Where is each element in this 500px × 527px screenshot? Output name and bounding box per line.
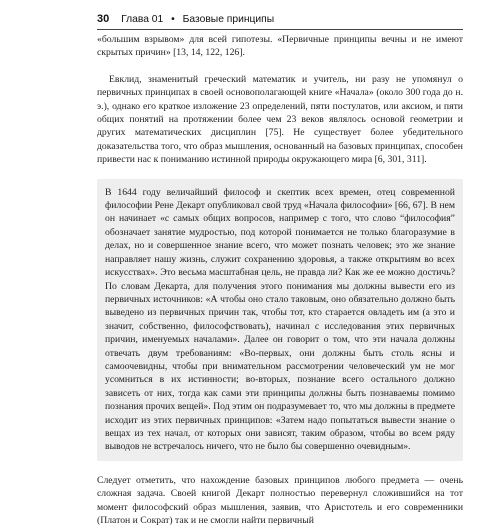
page-number: 30 bbox=[97, 13, 110, 25]
paragraph-descartes: В 1644 году величайший философ и скептик всех времен, отец современной философии Рене Декарт опубликовал свой труд «Начала философии» [66, 67]. В нем он начинает «с самых общих вопросов, например с того, что слово “философия” обозначает занятие мудростью, под которой понимается не только благоразумие в делах, но и совершенное знание всего, что может познать человек; это же знание направляет нашу жизнь, служит сохранению здоровья, а также открытиям во всех искусствах». Это весьма масштабная цель, не правда ли? Как же ее можно достичь? По словам Декарта, для получения этого понимания мы должны вывести его из первичных источников: «А чтобы оно стало таковым, оно обязательно должно быть выведено из первичных причин так, чтобы тот, кто старается овладеть им (а это и значит, собственно, философствовать), начинал с исследования этих первичных причин, именуемых началами». Далее он говорит о том, что эти начала должны отвечать двум требованиям: «Во-первых, они должны быть столь ясны и самоочевидны, чтобы при внимательном рассмотрении человеческий ум не мог усомниться в их истинности; во-вторых, познание всего остального должно зависеть от них, тогда как сами эти принципы должны быть познаваемы помимо познания прочих вещей». Под этим он подразумевает то, что мы должны в предмете исходит из этих первичных принципов: «Затем надо попытаться вывести знание о вещах из тех начал, от которых они зависят, таким образом, чтобы во всем ряду выводов не встречалось ничего, что не было бы совершенно очевидным». bbox=[105, 186, 455, 453]
running-header bbox=[97, 0, 463, 33]
paragraph-conclusion: Следует отметить, что нахождение базовых принципов любого предмета — очень сложная задача. Своей книгой Декарт полностью перевернул сложившийся на тот момент философский образ мышления, заявив, что Аристотель и его современники (Платон и Сократ) так и не смогли найти первичный bbox=[97, 474, 463, 526]
paragraph-continued: «большим взрывом» для всей гипотезы. «Первичные принципы вечны и не имеют скрытых причин» [13, 14, 122, 126]. bbox=[97, 34, 463, 59]
paragraph-euclid: Евклид, знаменитый греческий математик и учитель, ни разу не упомянул о первичных принципах в своей основополагающей книге «Начала» (около 300 года до н. э.), однако его краткое изложение 23 определений, пяти постулатов, или аксиом, и пяти общих понятий на протяжении более чем 23 веков являлось основой геометрии и других математических дисциплин [75]. Не существует более убедительного доказательства того, что образ мышления, основанный на базовых принципах, способен привести нас к пониманию истинной природы окружающего мира [6, 301, 311]. bbox=[97, 73, 463, 166]
quote-sidebar bbox=[97, 179, 463, 461]
chapter-title: Базовые принципы bbox=[182, 14, 275, 25]
chapter-label: Глава 01 bbox=[121, 14, 164, 25]
header-separator: • bbox=[171, 14, 175, 25]
header-rule bbox=[97, 29, 463, 30]
